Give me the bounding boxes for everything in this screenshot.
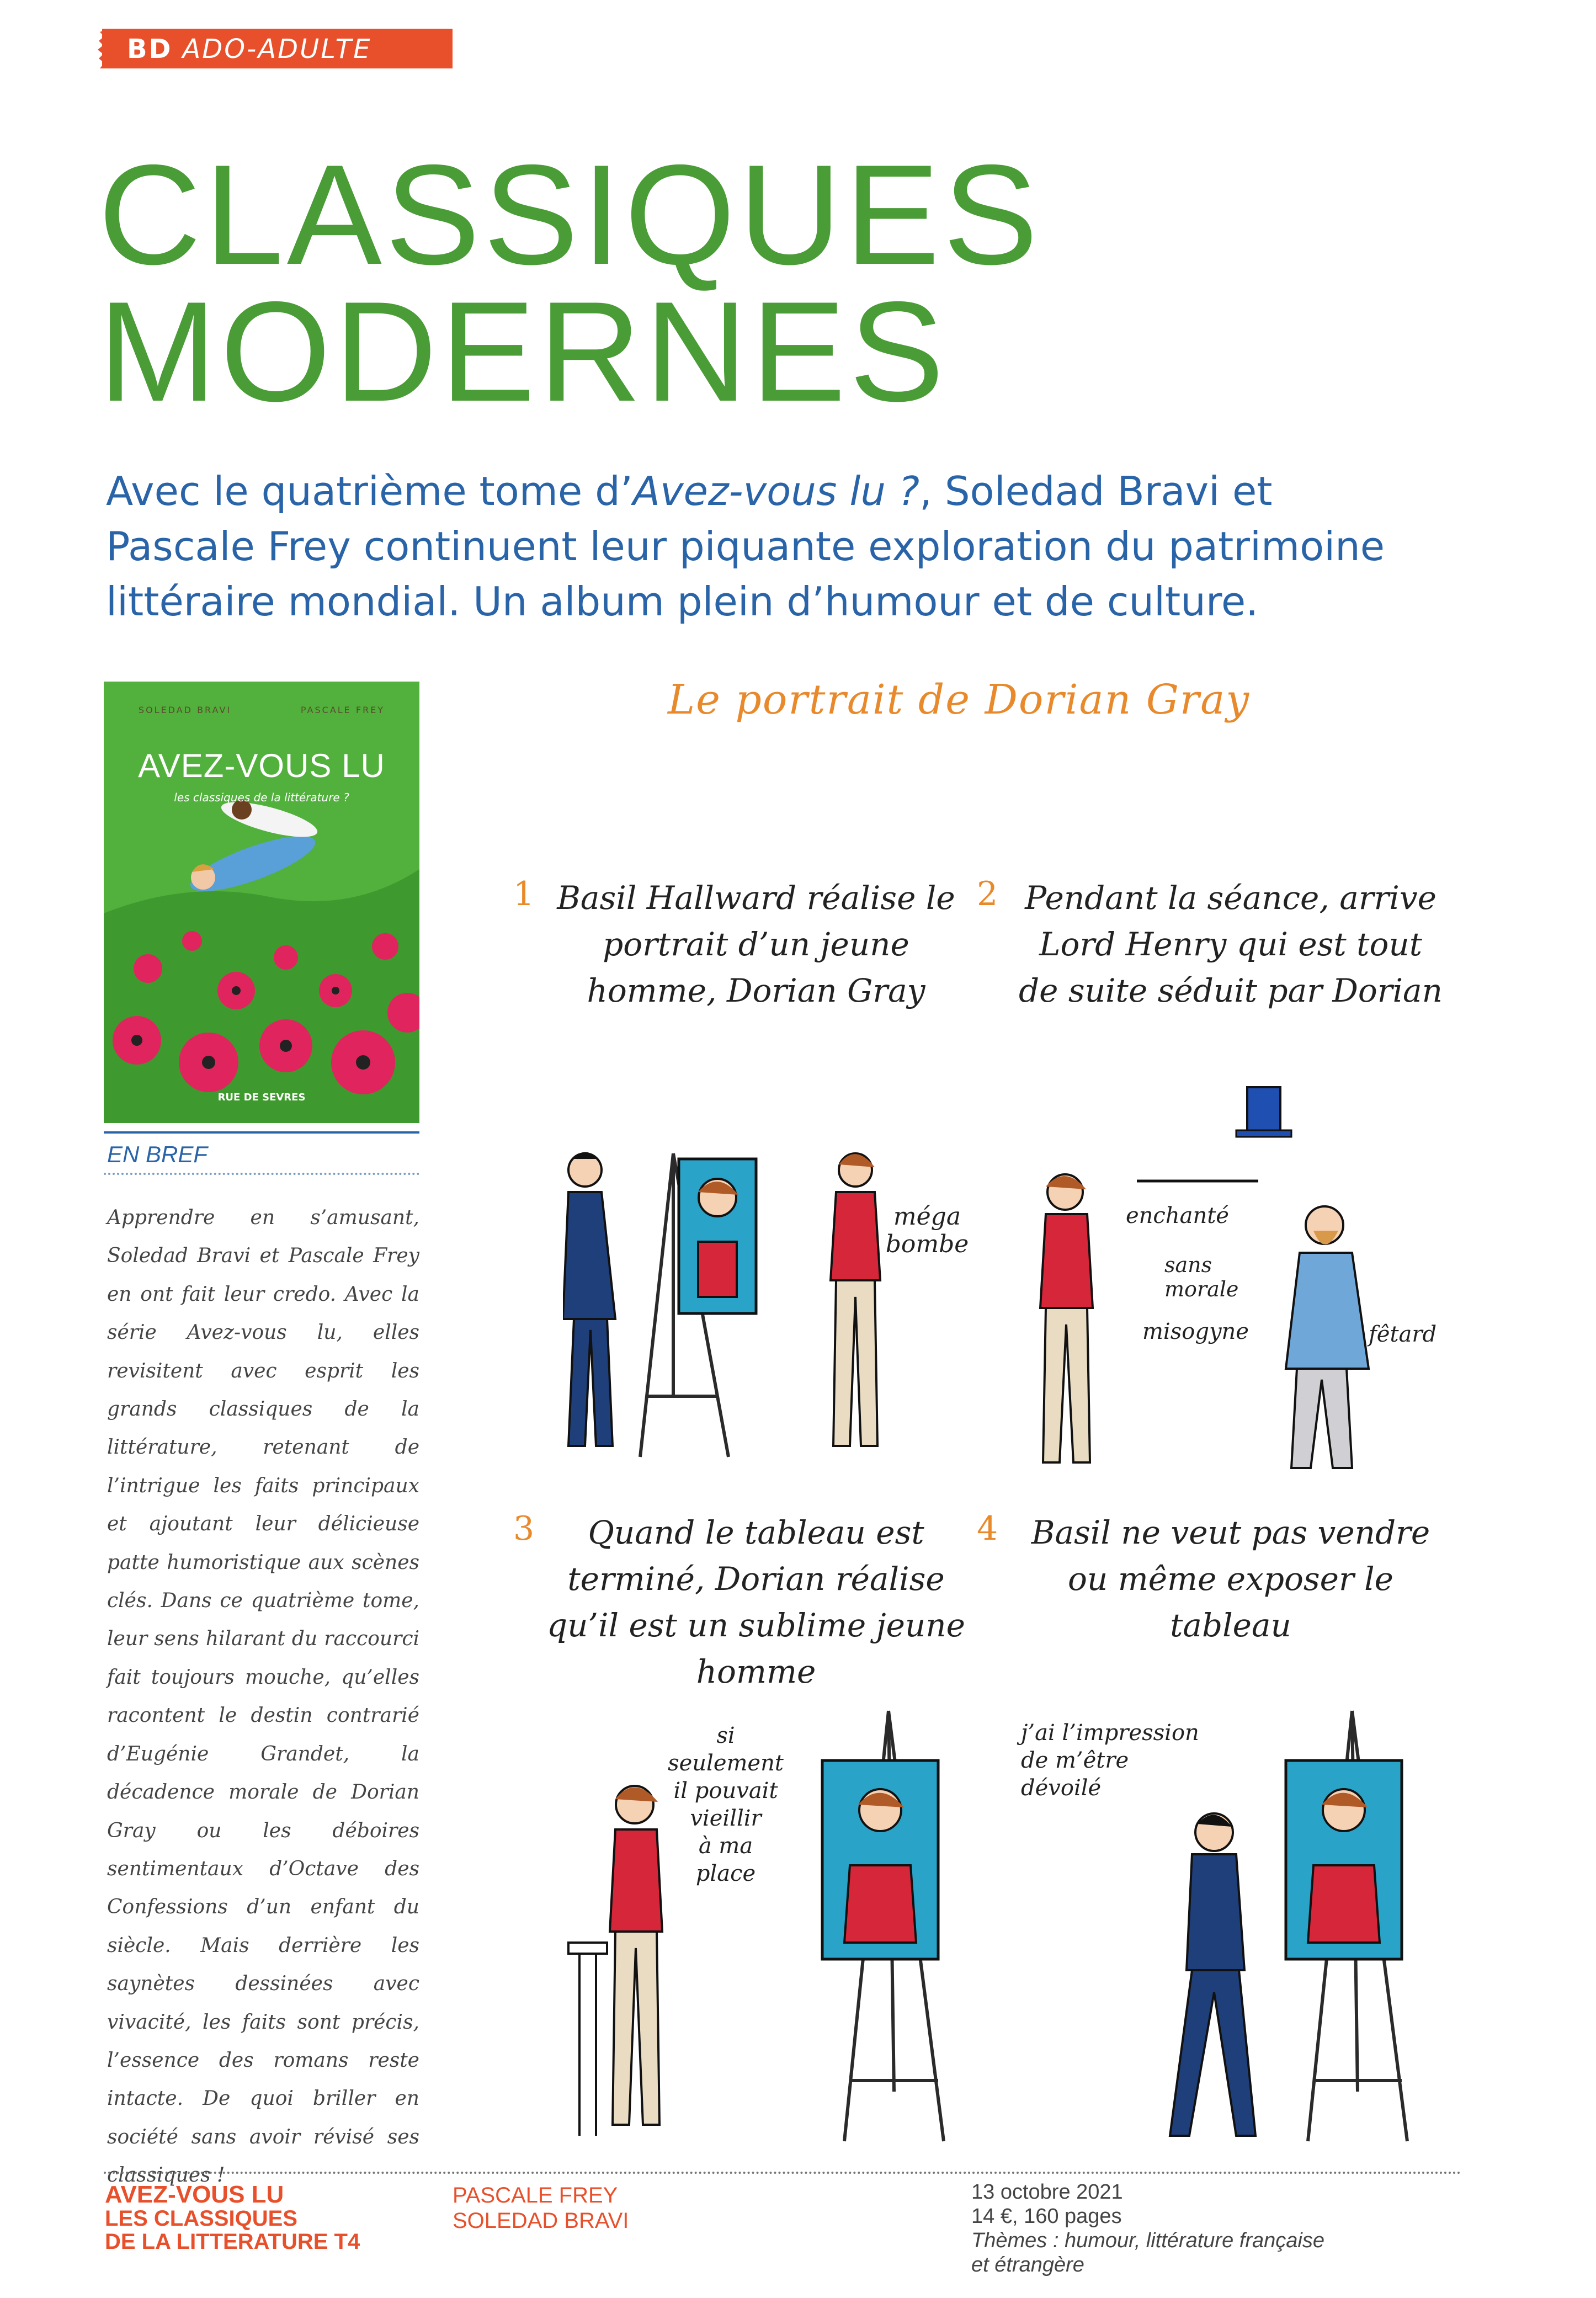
section-tag xyxy=(127,29,371,68)
panel-1-note-2: bombe xyxy=(885,1230,969,1258)
footer-book-line-1: AVEZ-VOUS LU xyxy=(105,2181,284,2208)
en-bref-text: Apprendre en s’amusant, Soledad Bravi et Pascale Frey en ont fait leur credo. Avec la série Avez-vous lu, elles revisitent avec esprit les grands classiques de la littérature, retenant de l’intrigue les faits principaux et ajoutant leur délicieuse patte humoristique aux scènes clés. Dans ce quatrième tome, leur sens hilarant du raccourci fait toujours mouche, qu’elles racontent le destin contrarié d’Eugénie Grandet, la décadence morale de Dorian Gray ou les déboires sentimentaux d’Octave des Confessions d’un enfant du siècle. Mais derrière les saynètes dessinées avec vivacité, les faits sont précis, l’essence des romans reste intacte. De quoi briller en société sans avoir révisé ses classiques ! xyxy=(107,1206,419,2187)
footer-author-1: PASCALE FREY xyxy=(453,2183,618,2207)
panel-2-note-misogyne: misogyne xyxy=(1142,1319,1249,1344)
panel-3-note-1: si seulement xyxy=(668,1723,784,1776)
footer-book-line-3: DE LA LITTERATURE T4 xyxy=(105,2230,360,2254)
footer-themes-2: et étrangère xyxy=(971,2253,1084,2276)
cover-authors xyxy=(104,705,419,715)
footer-author-2: SOLEDAD BRAVI xyxy=(453,2209,629,2233)
category-label: ADO-ADULTE xyxy=(182,34,372,65)
cover-title: AVEZ-VOUS LU xyxy=(138,747,385,784)
panel-2-note-fetard: fêtard xyxy=(1369,1322,1437,1347)
panel-1-illustration xyxy=(563,1087,982,1462)
panel-3-note xyxy=(659,1722,792,1887)
cover-publisher: RUE DE SEVRES xyxy=(217,1092,306,1103)
panel-4-note xyxy=(1021,1719,1203,1802)
title-line-2: MODERNES xyxy=(98,272,948,431)
panel-3-note-4: à ma xyxy=(698,1833,753,1859)
en-bref-divider xyxy=(104,1173,419,1175)
footer-authors xyxy=(453,2183,629,2233)
en-bref-heading: EN BREF xyxy=(107,1141,208,1167)
cover-subtitle: les classiques de la littérature ? xyxy=(174,791,349,804)
panel-3-note-2: il pouvait xyxy=(673,1778,778,1804)
strip-title: Le portrait de Dorian Gray xyxy=(668,676,1251,724)
panel-1-number: 1 xyxy=(513,875,535,913)
footer-price: 14 €, 160 pages xyxy=(971,2205,1122,2228)
torn-edge-decoration xyxy=(97,29,108,68)
section-label: BD xyxy=(127,34,173,65)
book-cover xyxy=(104,682,419,1123)
panel-3-caption: Quand le tableau est terminé, Dorian réalise qu’il est un sublime jeune homme xyxy=(547,1514,965,1690)
lead-part-2: , Soledad Bravi et Pascale Frey continuent leur piquante exploration du patrimoine littéraire mondial. Un album plein d’humour et de culture. xyxy=(106,468,1385,625)
panel-4-note-3: dévoilé xyxy=(1021,1775,1102,1801)
footer-book-title xyxy=(105,2183,360,2253)
lead-part-1: Avec le quatrième tome d’ xyxy=(106,468,633,514)
panel-1-caption: Basil Hallward réalise le portrait d’un jeune homme, Dorian Gray xyxy=(557,879,955,1009)
panel-3-number: 3 xyxy=(513,1509,535,1548)
footer-book-line-2: LES CLASSIQUES xyxy=(105,2206,297,2231)
panel-3-note-5: place xyxy=(695,1861,756,1886)
panel-2-caption: Pendant la séance, arrive Lord Henry qui est tout de suite séduit par Dorian xyxy=(1019,879,1443,1009)
page-title xyxy=(98,135,1478,431)
panel-4-caption: Basil ne veut pas vendre ou même exposer le tableau xyxy=(1031,1514,1430,1644)
en-bref-top-rule xyxy=(104,1131,419,1134)
panel-2-number: 2 xyxy=(977,875,998,913)
footer-details xyxy=(971,2180,1324,2277)
title-line-1: CLASSIQUES xyxy=(98,135,1041,294)
panel-1-note xyxy=(883,1203,971,1258)
panel-4-number: 4 xyxy=(977,1509,998,1548)
footer-date: 13 octobre 2021 xyxy=(971,2180,1123,2204)
footer-divider xyxy=(104,2172,1461,2174)
panel-2-note-sans-morale xyxy=(1164,1253,1242,1301)
panel-2-note-morale: morale xyxy=(1164,1277,1239,1301)
panel-1-note-1: méga xyxy=(893,1203,961,1231)
cover-author-1: SOLEDAD BRAVI xyxy=(138,705,232,715)
footer-themes-1: Thèmes : humour, littérature française xyxy=(971,2229,1324,2252)
panel-2-note-enchante: enchanté xyxy=(1126,1203,1229,1228)
panel-3-note-3: vieillir xyxy=(690,1806,762,1831)
panel-4-note-1: j’ai l’impression xyxy=(1021,1720,1199,1746)
panel-2-note-sans: sans xyxy=(1164,1253,1212,1277)
cover-author-2: PASCALE FREY xyxy=(300,705,385,715)
lead-book-title: Avez-vous lu ? xyxy=(632,468,920,514)
lead-paragraph xyxy=(106,464,1430,629)
panel-4-note-2: de m’être xyxy=(1021,1748,1129,1773)
